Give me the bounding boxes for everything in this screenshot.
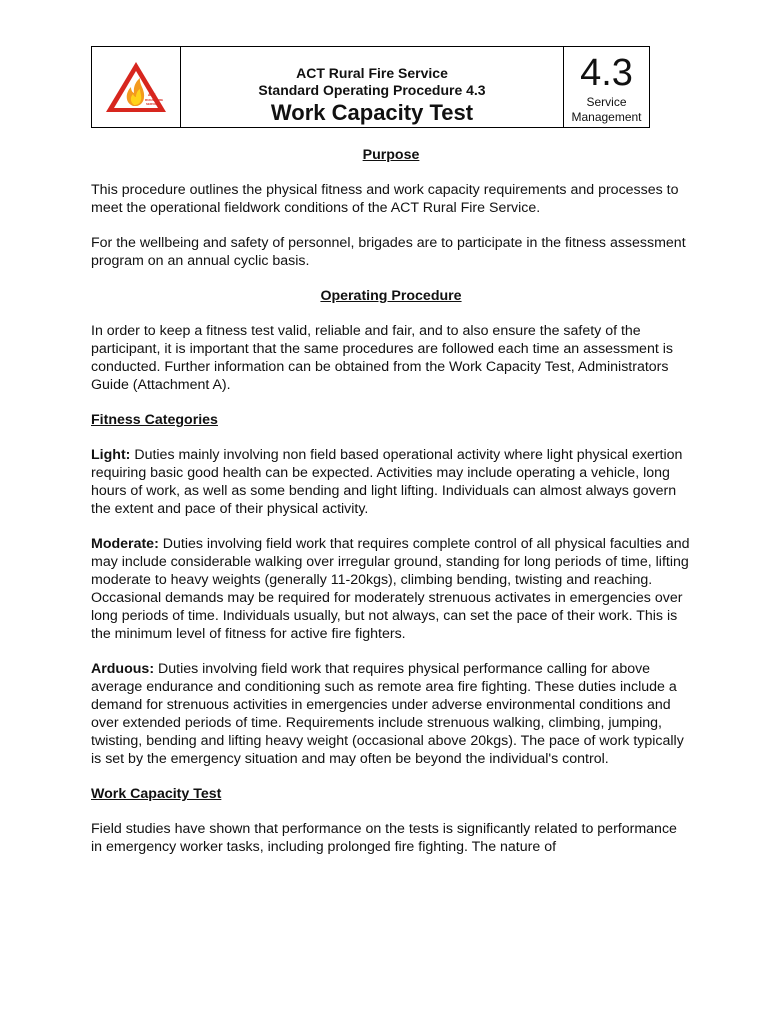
moderate-term: Moderate:	[91, 536, 159, 552]
document-header-table	[91, 46, 650, 128]
logo-text-rural: RURAL FIRE	[145, 98, 164, 102]
logo-text-service: SERVICE	[146, 102, 160, 106]
category-line-1: Service	[586, 95, 627, 109]
fitness-categories-heading: Fitness Categories	[91, 412, 218, 428]
logo-cell	[92, 47, 181, 127]
sop-label: Standard Operating Procedure 4.3	[258, 82, 486, 98]
document-body	[91, 146, 691, 856]
moderate-category-paragraph	[91, 535, 691, 643]
title-cell	[181, 47, 564, 127]
category-line-2: Management	[571, 110, 642, 124]
arduous-text: Duties involving field work that requires physical performance calling for above average endurance and conditioning such as remote area fire fighting. These duties include a demand for strenuous activities in emergencies under adverse environmental conditions and over extended periods of time. Requirements include strenuous walking, climbing, jumping, twisting, bending and lifting heavy weight (occasional above 20kgs). The pace of work typically is set by the emergency situation and may often be beyond the individual's control.	[91, 661, 684, 767]
logo-text-act: ACT	[148, 93, 156, 97]
purpose-paragraph-1: This procedure outlines the physical fitness and work capacity requirements and processes to meet the operational fieldwork conditions of the ACT Rural Fire Service.	[91, 182, 679, 216]
arduous-term: Arduous:	[91, 661, 155, 677]
operating-procedure-paragraph: In order to keep a fitness test valid, reliable and fair, and to also ensure the safety of the participant, it is important that the same procedures are followed each time an assessment is conducted. Further information can be obtained from the Work Capacity Test, Administrators Guide (Attachment A).	[91, 323, 673, 393]
operating-procedure-heading: Operating Procedure	[320, 288, 462, 304]
light-text: Duties mainly involving non field based operational activity where light physical exertion requiring basic good health can be expected. Activities may include operating a vehicle, long hours of work, as well as some bending and light lifting. Individuals can almost always govern the extent and pace of their physical activity.	[91, 447, 683, 517]
rfs-logo-icon	[103, 59, 169, 115]
section-number: 4.3	[580, 52, 633, 94]
purpose-heading: Purpose	[362, 147, 420, 163]
light-term: Light:	[91, 447, 131, 463]
section-number-cell	[564, 47, 649, 127]
work-capacity-test-heading: Work Capacity Test	[91, 786, 222, 802]
document-title: Work Capacity Test	[270, 100, 474, 125]
light-category-paragraph	[91, 446, 691, 518]
organization-name: ACT Rural Fire Service	[296, 65, 448, 81]
purpose-paragraph-2: For the wellbeing and safety of personnel, brigades are to participate in the fitness assessment program on an annual cyclic basis.	[91, 235, 686, 269]
moderate-text: Duties involving field work that requires complete control of all physical faculties and may include considerable walking over irregular ground, standing for long periods of time, lifting moderate to heavy weights (generally 11-20kgs), climbing bending, twisting and reaching. Occasional demands may be required for moderately strenuous activates in emergencies over long periods of time. Individuals usually, but not always, can set the pace of their work. This is the minimum level of fitness for active fire fighters.	[91, 536, 690, 642]
arduous-category-paragraph	[91, 660, 691, 768]
work-capacity-test-paragraph: Field studies have shown that performance on the tests is significantly related to performance in emergency worker tasks, including prolonged fire fighting. The nature of	[91, 821, 677, 855]
